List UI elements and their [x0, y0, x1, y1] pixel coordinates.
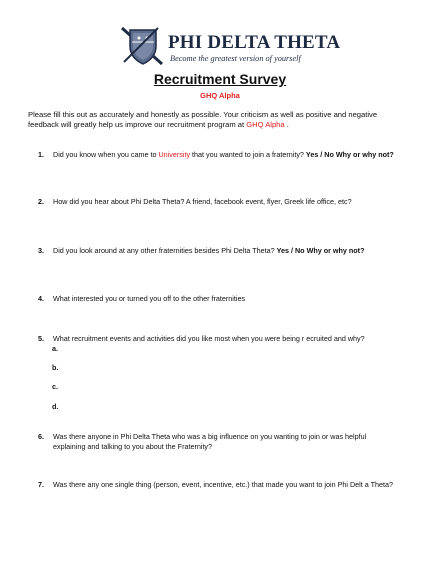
- brand-name: PHI DELTA THETA: [168, 32, 341, 53]
- question-text-main: Did you look around at any other fraternities besides Phi Delta Theta?: [53, 246, 277, 255]
- question-text: Was there any one single thing (person, event, incentive, etc.) that made you want to join Phi Delt a Theta?: [53, 480, 394, 489]
- question-number: 5.: [38, 334, 44, 343]
- question-number: 4.: [38, 294, 44, 303]
- question-text-post: that you wanted to join a fraternity?: [190, 150, 306, 159]
- question-number: 1.: [38, 150, 44, 159]
- intro-line1: Please fill this out as accurately and honestly as possible. Your criticism as well as positive and negative: [28, 110, 378, 119]
- intro-chapter-name: GHQ Alpha: [246, 120, 285, 129]
- question-answer-options: Yes / No Why or why not?: [305, 150, 394, 159]
- brand-tagline: Become the greatest version of yourself: [170, 54, 301, 63]
- crest-shield-icon: [118, 24, 166, 68]
- question-number: 6.: [38, 432, 44, 441]
- page-subtitle: GHQ Alpha: [200, 91, 240, 100]
- question-text: What interested you or turned you off to the other fraternities: [53, 294, 246, 303]
- question-text: What recruitment events and activities did you like most when you were being r ecruited and why?: [53, 334, 365, 343]
- page-title: Recruitment Survey: [153, 71, 287, 87]
- question-number: 3.: [38, 246, 44, 255]
- question-text: [53, 150, 398, 160]
- intro-line2-pre: feedback will greatly help us improve our recruitment program at: [28, 120, 247, 129]
- question-number: 2.: [38, 197, 44, 206]
- sub-answer-d: d.: [52, 402, 59, 411]
- question-text: Was there anyone in Phi Delta Theta who was a big influence on you wanting to join or was helpful explaining and talking to you about the Fraternity?: [53, 432, 367, 451]
- intro-paragraph: [28, 110, 408, 130]
- sub-answer-a: a.: [52, 344, 58, 353]
- question-text: [53, 246, 398, 256]
- question-number: 7.: [38, 480, 44, 489]
- sub-answer-b: b.: [52, 363, 59, 372]
- question-text-pre: Did you know when you came to: [53, 150, 159, 159]
- question-answer-options: Yes / No Why or why not?: [276, 246, 365, 255]
- sub-answer-c: c.: [52, 382, 58, 391]
- question-text: How did you hear about Phi Delta Theta? A friend, facebook event, flyer, Greek life office, etc?: [53, 197, 352, 206]
- phi-delta-theta-logo: [118, 24, 341, 68]
- intro-line2-post: .: [284, 120, 289, 129]
- question-university: University: [158, 150, 191, 159]
